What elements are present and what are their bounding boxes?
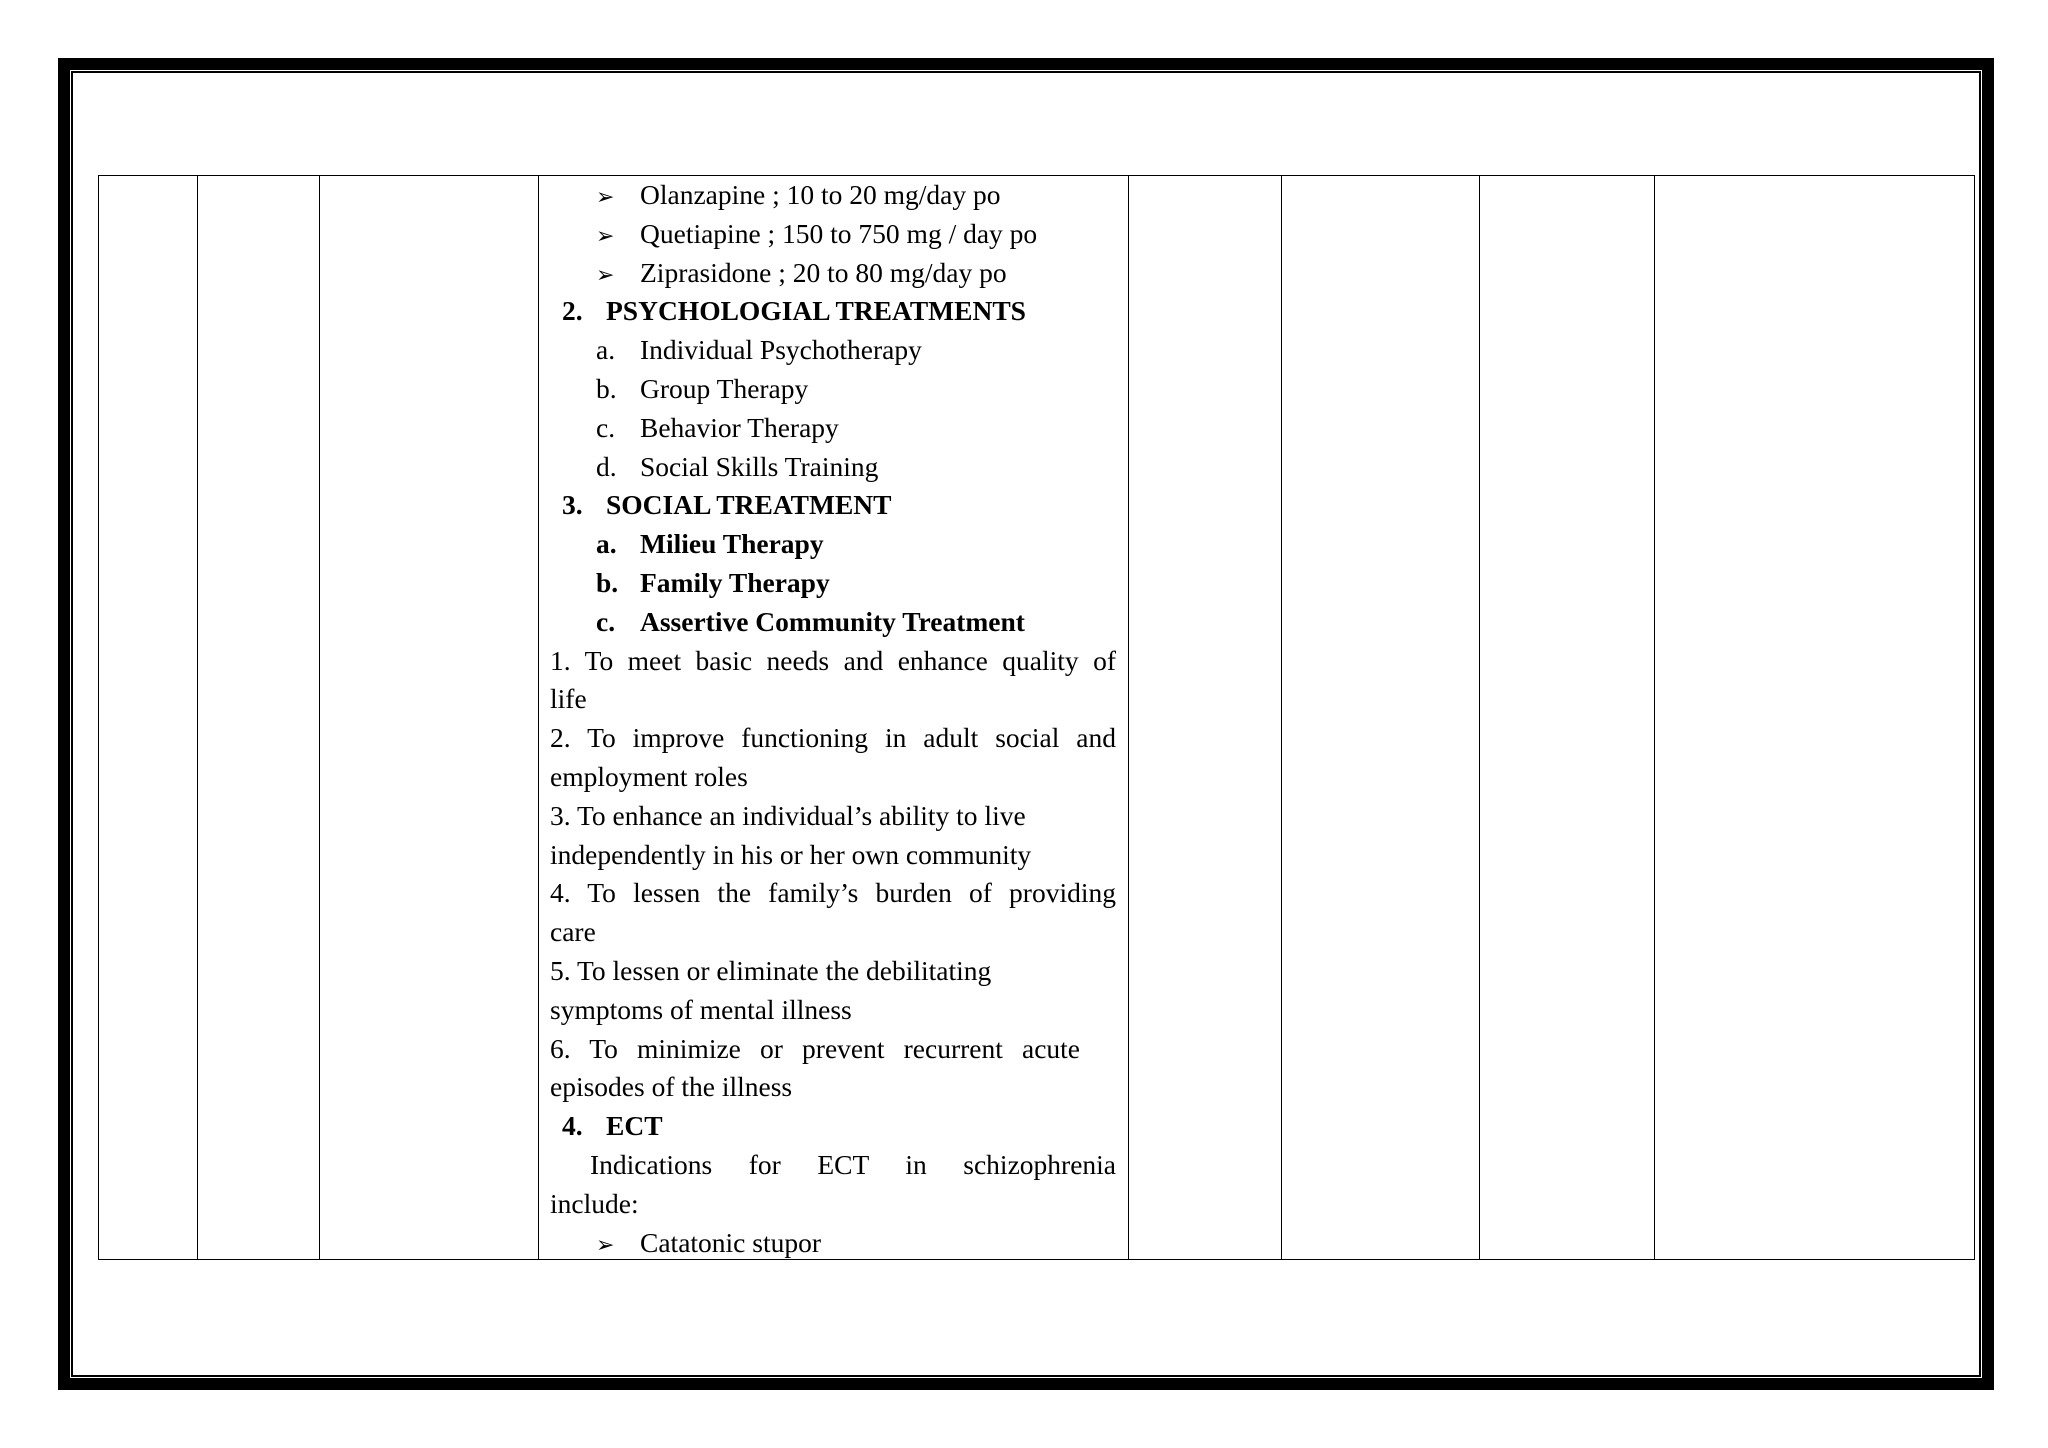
ect-intro-line: Indications for ECT in schizophrenia: [590, 1149, 1116, 1180]
list-item: c. Assertive Community Treatment: [596, 605, 1025, 637]
drug-item: ➢ Olanzapine ; 10 to 20 mg/day po: [596, 176, 1000, 218]
list-item: c. Behavior Therapy: [596, 411, 839, 443]
arrow-bullet-icon: ➢: [596, 262, 615, 288]
arrow-bullet-icon: ➢: [596, 185, 615, 210]
goal-line: employment roles: [550, 761, 748, 792]
treatment-table: [98, 175, 1975, 1260]
list-item: a. Milieu Therapy: [596, 528, 824, 560]
list-item: b. Group Therapy: [596, 373, 809, 404]
list-item: d. Social Skills Training: [596, 450, 879, 482]
section-heading-psychological: 2. PSYCHOLOGIAL TREATMENTS: [562, 295, 1026, 327]
goal-line: 4. To lessen the family’s burden of providing: [550, 877, 1116, 909]
goal-line: symptoms of mental illness: [550, 993, 852, 1025]
ect-indication-item: ➢ Catatonic stupor: [596, 1224, 821, 1266]
goal-line: episodes of the illness: [550, 1071, 793, 1103]
column-divider: [319, 176, 320, 1259]
drug-item: ➢ Ziprasidone ; 20 to 80 mg/day po: [596, 254, 1007, 296]
section-heading-social: 3. SOCIAL TREATMENT: [562, 489, 892, 521]
goal-line: 2. To improve functioning in adult social and: [550, 722, 1116, 754]
column-divider: [1281, 176, 1282, 1259]
goal-line: care: [550, 916, 596, 948]
arrow-bullet-icon: ➢: [596, 223, 615, 249]
column-divider: [1654, 176, 1655, 1259]
column-divider: [1479, 176, 1480, 1259]
goal-line: 6. To minimize or prevent recurrent acute: [550, 1032, 1080, 1064]
list-item: a. Individual Psychotherapy: [596, 334, 922, 366]
goal-line: life: [550, 683, 587, 715]
column-divider: [197, 176, 198, 1259]
drug-item: ➢ Quetiapine ; 150 to 750 mg / day po: [596, 215, 1037, 257]
ect-intro-line: include:: [550, 1187, 639, 1219]
goal-line: 3. To enhance an individual’s ability to live: [550, 799, 1026, 831]
arrow-bullet-icon: ➢: [596, 1232, 615, 1258]
list-item: b. Family Therapy: [596, 567, 830, 598]
column-divider: [1128, 176, 1129, 1259]
goal-line: 1. To meet basic needs and enhance quality of: [550, 644, 1116, 676]
section-heading-ect: 4. ECT: [562, 1110, 663, 1142]
goal-line: 5. To lessen or eliminate the debilitating: [550, 955, 992, 986]
goal-line: independently in his or her own community: [550, 838, 1032, 870]
treatment-content-cell: [538, 176, 1128, 1259]
